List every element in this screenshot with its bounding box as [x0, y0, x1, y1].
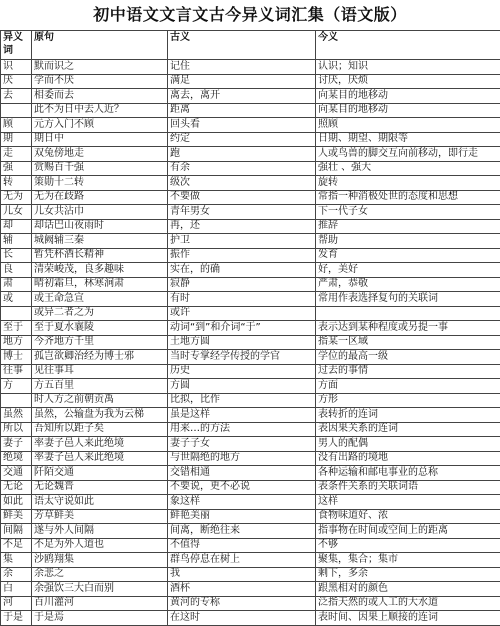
cell-sentence: 默而识之	[32, 60, 168, 75]
cell-ancient-meaning: 不要做	[168, 190, 316, 205]
table-row	[1, 582, 500, 597]
cell-modern-meaning: 日期、期望、期限等	[316, 132, 500, 147]
cell-word: 于是	[1, 611, 32, 626]
cell-modern-meaning: 这样	[316, 495, 500, 510]
cell-modern-meaning: 跟黑相对的颜色	[316, 582, 500, 597]
table-row	[1, 306, 500, 321]
table-row	[1, 480, 500, 495]
cell-modern-meaning: 严肃，恭敬	[316, 277, 500, 292]
cell-sentence: 元方入门不顾	[32, 118, 168, 133]
cell-modern-meaning: 表示达到某种程度或另提一事	[316, 321, 500, 336]
table-row	[1, 263, 500, 278]
cell-ancient-meaning: 虽是这样	[168, 408, 316, 423]
table-row	[1, 524, 500, 539]
table-row	[1, 292, 500, 307]
cell-ancient-meaning: 青年男女	[168, 205, 316, 220]
cell-ancient-meaning: 有余	[168, 161, 316, 176]
cell-word: 集	[1, 553, 32, 568]
cell-modern-meaning: 讨厌，厌烦	[316, 74, 500, 89]
cell-ancient-meaning: 再，还	[168, 219, 316, 234]
cell-sentence: 今齐地方千里	[32, 335, 168, 350]
table-row	[1, 393, 500, 408]
table-row	[1, 437, 500, 452]
cell-modern-meaning: 各种运输和邮电事业的总称	[316, 466, 500, 481]
cell-modern-meaning: 帮助	[316, 234, 500, 249]
cell-sentence: 见往事耳	[32, 364, 168, 379]
cell-sentence: 晴初霜旦，林寒涧肃	[32, 277, 168, 292]
cell-ancient-meaning: 距离	[168, 103, 316, 118]
table-row	[1, 190, 500, 205]
cell-modern-meaning: 男人的配偶	[316, 437, 500, 452]
cell-modern-meaning: 表因果关系的连词	[316, 422, 500, 437]
cell-modern-meaning: 学位的最高一级	[316, 350, 500, 365]
cell-modern-meaning: 表时间、因果上顺接的连词	[316, 611, 500, 626]
cell-word: 地方	[1, 335, 32, 350]
cell-word: 间隔	[1, 524, 32, 539]
table-row	[1, 509, 500, 524]
cell-word: 却	[1, 219, 32, 234]
cell-sentence: 不足为外人道也	[32, 538, 168, 553]
cell-modern-meaning: 推辞	[316, 219, 500, 234]
cell-ancient-meaning: 鲜艳美丽	[168, 509, 316, 524]
table-row	[1, 147, 500, 162]
cell-sentence: 策勋十二转	[32, 176, 168, 191]
table-row	[1, 248, 500, 263]
cell-word	[1, 393, 32, 408]
table-row	[1, 364, 500, 379]
table-row	[1, 350, 500, 365]
cell-sentence: 余强饮三大白而别	[32, 582, 168, 597]
table-row	[1, 103, 500, 118]
cell-sentence: 双兔傍地走	[32, 147, 168, 162]
cell-modern-meaning: 剩下，多余	[316, 567, 500, 582]
cell-ancient-meaning: 护卫	[168, 234, 316, 249]
cell-ancient-meaning: 当时专掌经学传授的学官	[168, 350, 316, 365]
cell-modern-meaning: 常用作表选择复句的关联词	[316, 292, 500, 307]
cell-sentence: 学而不厌	[32, 74, 168, 89]
cell-word	[1, 306, 32, 321]
table-row	[1, 234, 500, 249]
cell-ancient-meaning: 有时	[168, 292, 316, 307]
cell-modern-meaning: 常指一种消极处世的态度和思想	[316, 190, 500, 205]
cell-sentence: 期日中	[32, 132, 168, 147]
table-row	[1, 74, 500, 89]
header-ancient-meaning: 古义	[168, 31, 316, 60]
cell-ancient-meaning: 历史	[168, 364, 316, 379]
cell-ancient-meaning: 实在，的确	[168, 263, 316, 278]
cell-sentence: 无论魏晋	[32, 480, 168, 495]
cell-word: 白	[1, 582, 32, 597]
cell-sentence: 方五百里	[32, 379, 168, 394]
cell-modern-meaning: 方面	[316, 379, 500, 394]
cell-ancient-meaning: 方圆	[168, 379, 316, 394]
cell-ancient-meaning: 回头看	[168, 118, 316, 133]
cell-word	[1, 103, 32, 118]
cell-ancient-meaning: 不要说，更不必说	[168, 480, 316, 495]
cell-sentence: 余悲之	[32, 567, 168, 582]
cell-sentence: 赏赐百千强	[32, 161, 168, 176]
cell-sentence: 率妻子邑人来此绝境	[32, 451, 168, 466]
table-row	[1, 466, 500, 481]
cell-word: 所以	[1, 422, 32, 437]
cell-sentence: 清荣峻茂，良多趣味	[32, 263, 168, 278]
cell-sentence: 儿女共沾巾	[32, 205, 168, 220]
cell-modern-meaning: 表条件关系的关联词语	[316, 480, 500, 495]
cell-word: 转	[1, 176, 32, 191]
cell-modern-meaning: 没有出路的境地	[316, 451, 500, 466]
cell-ancient-meaning: 寂静	[168, 277, 316, 292]
cell-modern-meaning: 方形	[316, 393, 500, 408]
table-row	[1, 219, 500, 234]
cell-ancient-meaning: 间离，断绝往来	[168, 524, 316, 539]
cell-sentence: 孤岂欲卿治经为博士邪	[32, 350, 168, 365]
cell-ancient-meaning: 土地方圆	[168, 335, 316, 350]
cell-word: 不足	[1, 538, 32, 553]
cell-modern-meaning	[316, 306, 500, 321]
cell-modern-meaning: 认识；知识	[316, 60, 500, 75]
cell-word: 方	[1, 379, 32, 394]
cell-ancient-meaning: 跑	[168, 147, 316, 162]
cell-sentence: 时人方之前朝贡禹	[32, 393, 168, 408]
cell-word: 虽然	[1, 408, 32, 423]
cell-modern-meaning: 不够	[316, 538, 500, 553]
cell-ancient-meaning: 约定	[168, 132, 316, 147]
header-word: 异义词	[1, 31, 32, 60]
table-row	[1, 451, 500, 466]
cell-sentence: 此不为日中去人近？	[32, 103, 168, 118]
cell-word: 期	[1, 132, 32, 147]
cell-modern-meaning: 聚集，集合；集市	[316, 553, 500, 568]
cell-ancient-meaning: 级次	[168, 176, 316, 191]
table-row	[1, 118, 500, 133]
cell-sentence: 暂凭杯酒长精神	[32, 248, 168, 263]
header-modern-meaning: 今义	[316, 31, 500, 60]
cell-ancient-meaning: 或许	[168, 306, 316, 321]
cell-word: 或	[1, 292, 32, 307]
table-row	[1, 89, 500, 104]
cell-ancient-meaning: 振作	[168, 248, 316, 263]
document-title: 初中语文文言文古今异义词汇集（语文版）	[0, 0, 500, 30]
cell-modern-meaning: 过去的事情	[316, 364, 500, 379]
cell-modern-meaning: 指某一区域	[316, 335, 500, 350]
cell-ancient-meaning: 酒杯	[168, 582, 316, 597]
cell-modern-meaning: 食物味道好、浓	[316, 509, 500, 524]
table-row	[1, 596, 500, 611]
cell-modern-meaning: 向某目的地移动	[316, 103, 500, 118]
cell-word: 往事	[1, 364, 32, 379]
cell-ancient-meaning: 与世隔绝的地方	[168, 451, 316, 466]
cell-word: 良	[1, 263, 32, 278]
table-row	[1, 495, 500, 510]
cell-sentence: 阡陌交通	[32, 466, 168, 481]
table-row	[1, 60, 500, 75]
cell-ancient-meaning: 在这时	[168, 611, 316, 626]
cell-ancient-meaning: 用来…的方法	[168, 422, 316, 437]
cell-word: 识	[1, 60, 32, 75]
cell-word: 绝境	[1, 451, 32, 466]
cell-word: 走	[1, 147, 32, 162]
cell-ancient-meaning: 离去，离开	[168, 89, 316, 104]
cell-sentence: 相委而去	[32, 89, 168, 104]
cell-modern-meaning: 好，美好	[316, 263, 500, 278]
table-header-row	[1, 31, 500, 60]
cell-sentence: 吾知所以距子矣	[32, 422, 168, 437]
vocabulary-table	[0, 30, 500, 626]
table-row	[1, 321, 500, 336]
cell-modern-meaning: 照顾	[316, 118, 500, 133]
cell-modern-meaning: 人或鸟兽的脚交互向前移动，即行走	[316, 147, 500, 162]
cell-ancient-meaning: 记住	[168, 60, 316, 75]
cell-word: 鲜美	[1, 509, 32, 524]
cell-modern-meaning: 旋转	[316, 176, 500, 191]
cell-sentence: 或异二者之为	[32, 306, 168, 321]
cell-ancient-meaning: 不值得	[168, 538, 316, 553]
cell-ancient-meaning: 满足	[168, 74, 316, 89]
cell-word: 去	[1, 89, 32, 104]
cell-modern-meaning: 指事物在时间或空间上的距离	[316, 524, 500, 539]
table-row	[1, 176, 500, 191]
cell-sentence: 于是焉	[32, 611, 168, 626]
cell-word: 顾	[1, 118, 32, 133]
table-row	[1, 553, 500, 568]
cell-sentence: 遂与外人间隔	[32, 524, 168, 539]
cell-modern-meaning: 发育	[316, 248, 500, 263]
cell-ancient-meaning: 群鸟停息在树上	[168, 553, 316, 568]
cell-word: 儿女	[1, 205, 32, 220]
cell-modern-meaning: 表转折的连词	[316, 408, 500, 423]
cell-ancient-meaning: 交错相通	[168, 466, 316, 481]
cell-sentence: 却话巴山夜雨时	[32, 219, 168, 234]
cell-sentence: 或王命急宣	[32, 292, 168, 307]
table-row	[1, 132, 500, 147]
cell-ancient-meaning: 比拟，比作	[168, 393, 316, 408]
cell-word: 妻子	[1, 437, 32, 452]
cell-word: 河	[1, 596, 32, 611]
cell-sentence: 沙鸥翔集	[32, 553, 168, 568]
table-row	[1, 277, 500, 292]
cell-sentence: 率妻子邑人来此绝境	[32, 437, 168, 452]
cell-sentence: 虽然，公输盘为我为云梯	[32, 408, 168, 423]
cell-word: 厌	[1, 74, 32, 89]
table-row	[1, 379, 500, 394]
cell-word: 如此	[1, 495, 32, 510]
cell-word: 辅	[1, 234, 32, 249]
cell-word: 强	[1, 161, 32, 176]
cell-sentence: 百川灌河	[32, 596, 168, 611]
table-body	[1, 60, 500, 626]
cell-ancient-meaning: 动词“到”和介词“于”	[168, 321, 316, 336]
table-row	[1, 335, 500, 350]
cell-ancient-meaning: 妻子子女	[168, 437, 316, 452]
cell-modern-meaning: 下一代子女	[316, 205, 500, 220]
table-row	[1, 567, 500, 582]
cell-sentence: 无为在歧路	[32, 190, 168, 205]
cell-word: 余	[1, 567, 32, 582]
cell-word: 无为	[1, 190, 32, 205]
cell-word: 博士	[1, 350, 32, 365]
cell-ancient-meaning: 黄河的专称	[168, 596, 316, 611]
cell-sentence: 语太守说如此	[32, 495, 168, 510]
cell-word: 无论	[1, 480, 32, 495]
cell-ancient-meaning: 我	[168, 567, 316, 582]
cell-sentence: 至于夏水襄陵	[32, 321, 168, 336]
cell-word: 至于	[1, 321, 32, 336]
cell-sentence: 芳草鲜美	[32, 509, 168, 524]
cell-word: 长	[1, 248, 32, 263]
table-row	[1, 161, 500, 176]
table-row	[1, 205, 500, 220]
cell-modern-meaning: 泛指天然的或人工的大水道	[316, 596, 500, 611]
table-row	[1, 538, 500, 553]
cell-word: 肃	[1, 277, 32, 292]
cell-modern-meaning: 强壮 、强大	[316, 161, 500, 176]
cell-ancient-meaning: 象这样	[168, 495, 316, 510]
table-row	[1, 422, 500, 437]
cell-sentence: 城阙辅三秦	[32, 234, 168, 249]
cell-word: 交通	[1, 466, 32, 481]
table-row	[1, 408, 500, 423]
header-sentence: 原句	[32, 31, 168, 60]
cell-modern-meaning: 向某目的地移动	[316, 89, 500, 104]
